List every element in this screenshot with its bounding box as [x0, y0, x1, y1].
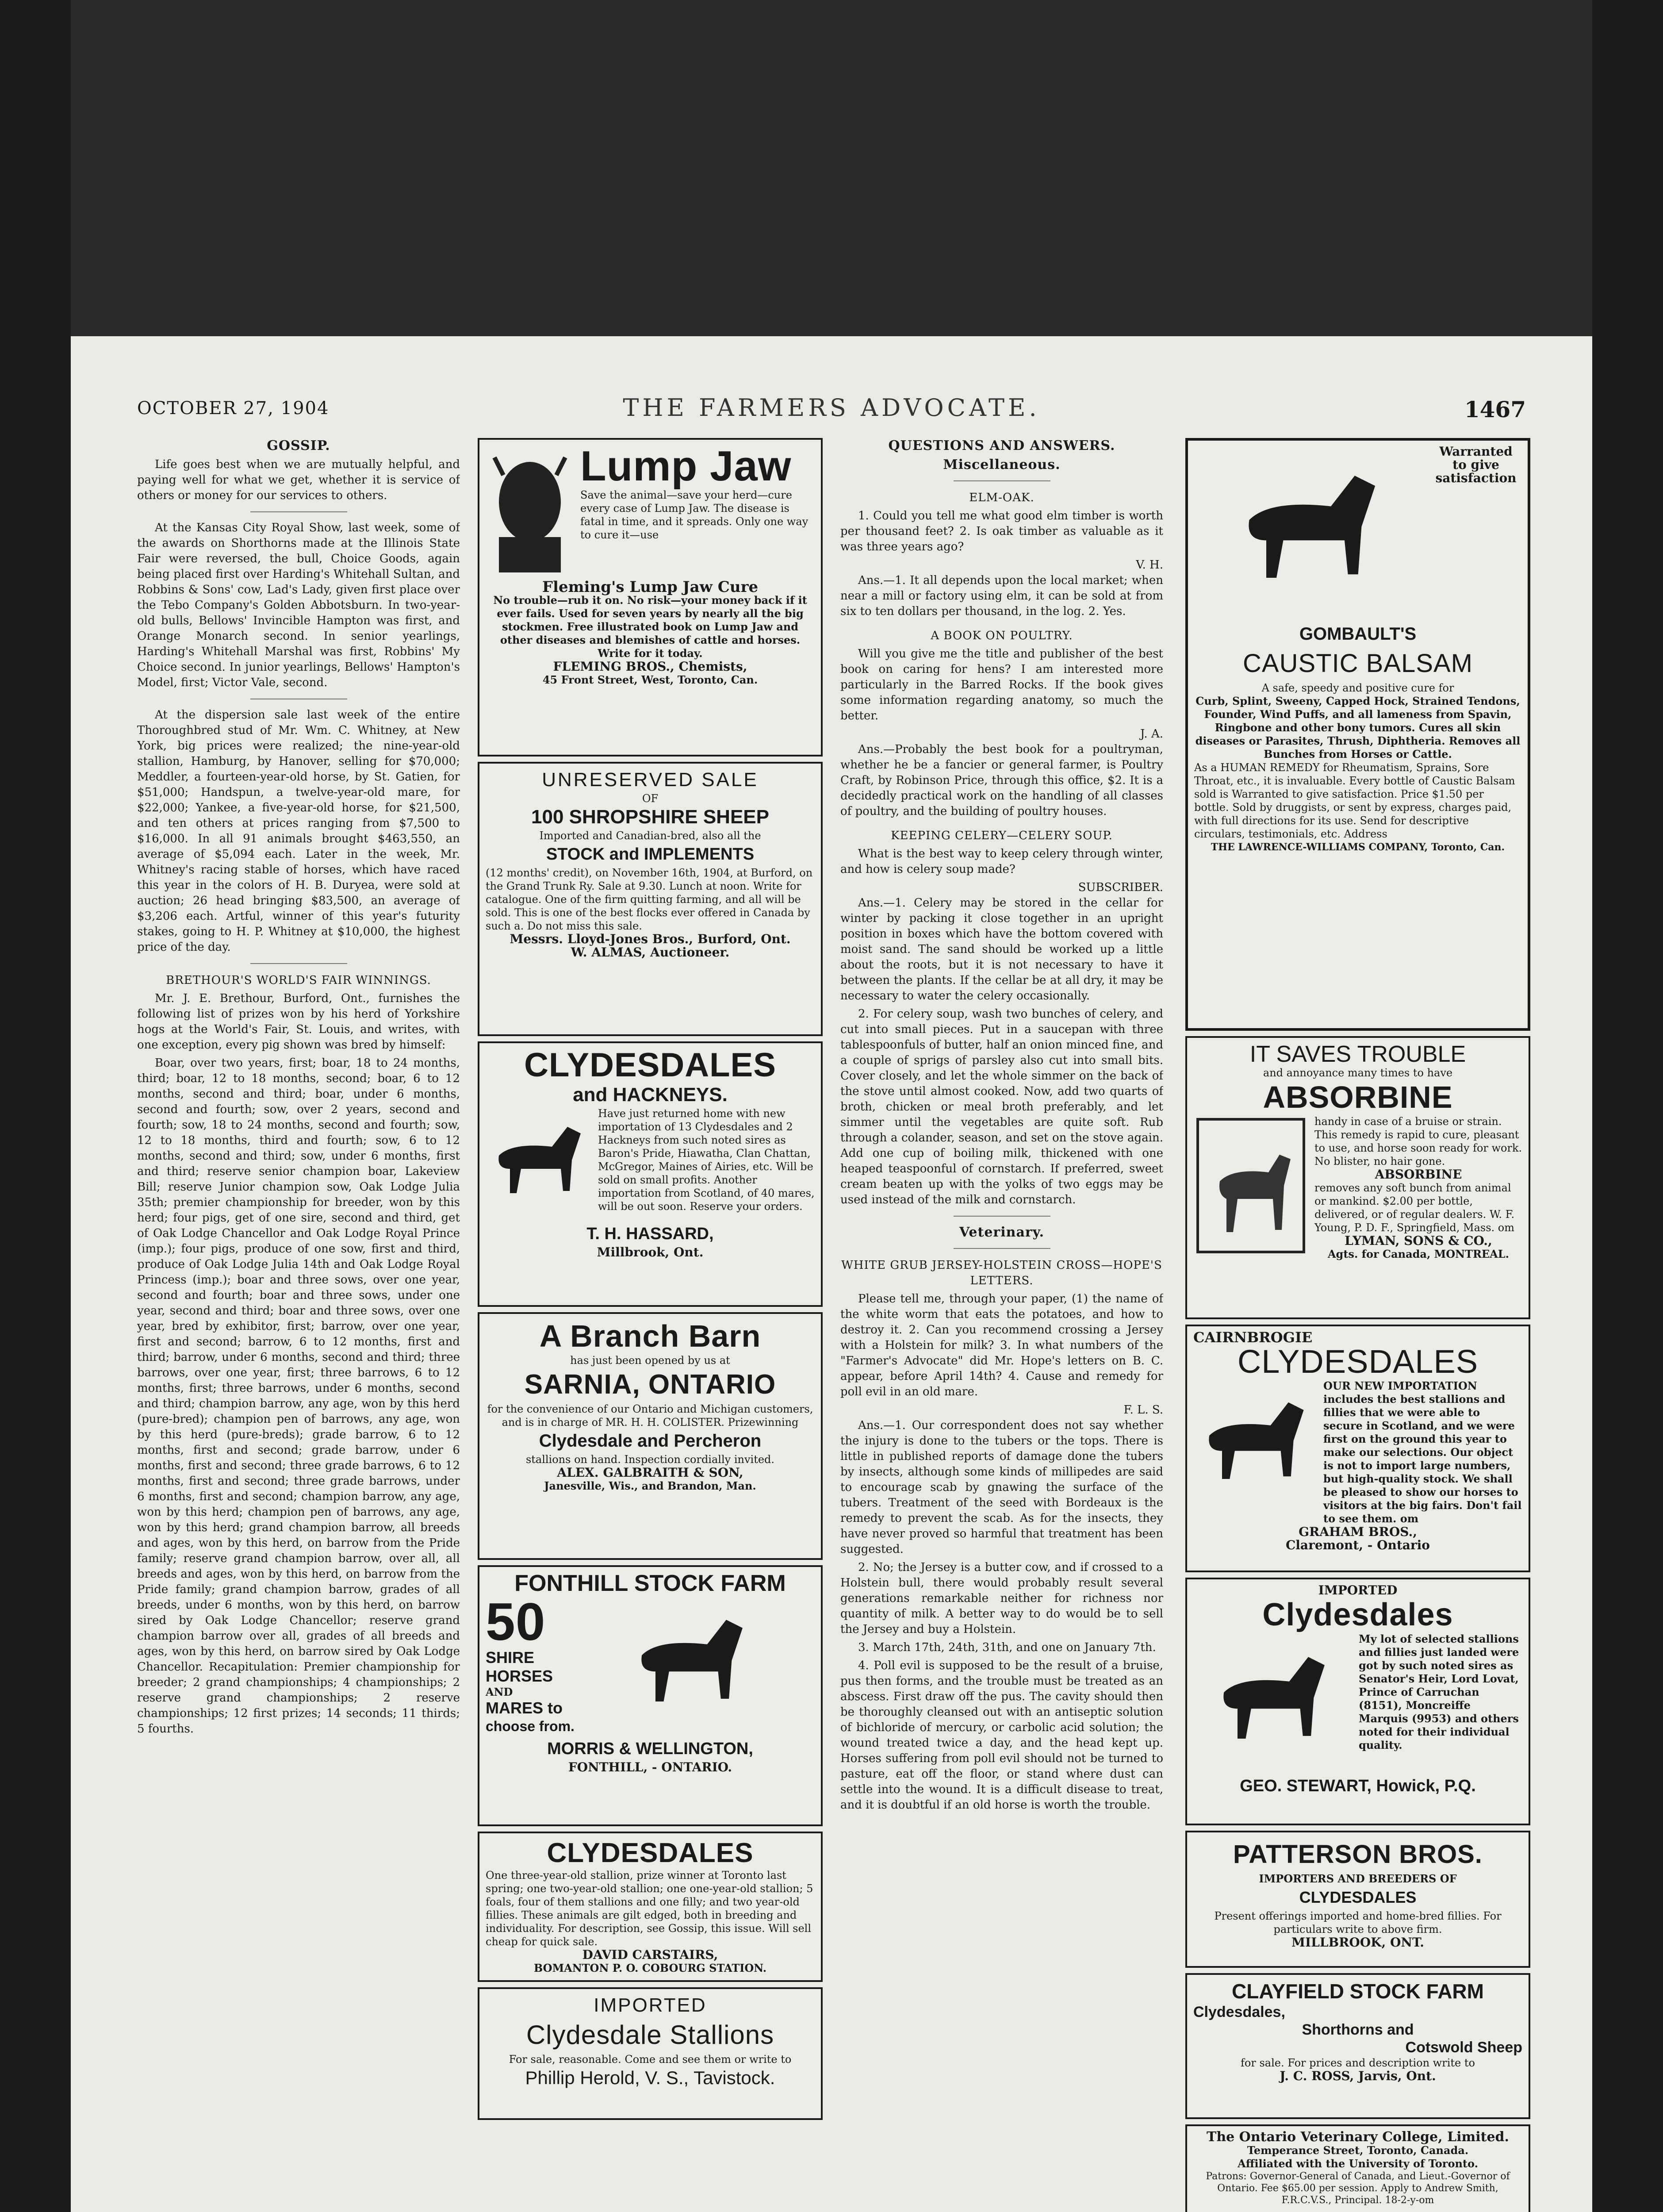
section-subheading: Miscellaneous. — [943, 457, 1061, 472]
ad-title: CLYDESDALES — [524, 1046, 776, 1084]
answer-text: Ans.—1. Our correspondent does not say whether the injury is done to the tubers or the tops. There is little in published reports of damage done the tubers by insects, although some kinds of millipedes are said to encourage scab by gnawing the surface of the tubers. Treatment of the seed with Bordeaux is the remedy to prevent the scab. As for the insects, they have never proved so harmful that treatment has been suggested. — [840, 1419, 1163, 1556]
column-questions — [840, 438, 1163, 2212]
ad-body: stallions on hand. Inspection cordially invited. — [525, 1453, 775, 1466]
ad-firm: THE LAWRENCE-WILLIAMS COMPANY, Toronto, Can. — [1211, 841, 1505, 853]
page-header — [137, 394, 1526, 425]
ad-title: Lump Jaw — [580, 442, 792, 490]
ad-firm: T. H. HASSARD, — [586, 1225, 714, 1243]
ad-body: (12 months' credit), on November 16th, 1904, at Burford, on the Grand Trunk Ry. Sale at 9.30. Lunch at noon. Write for catalogue. One of the firm quitting farming, and all will be sold. This is one of the best flocks ever offered in Canada by such a. Do not miss this sale. — [486, 867, 813, 932]
ad-title: CLYDESDALES — [1237, 1343, 1479, 1380]
ad-clydesdales-hackneys — [478, 1041, 823, 1307]
ad-number: 50 — [486, 1592, 546, 1651]
ad-body: for sale. For prices and description write to — [1241, 2057, 1475, 2069]
ad-body: Present offerings imported and home-bred fillies. For particulars write to above firm. — [1214, 1910, 1502, 1936]
page-number: 1467 — [1464, 396, 1526, 422]
ad-text: has just been opened by us at — [570, 1354, 730, 1367]
ad-auctioneer: W. ALMAS, Auctioneer. — [571, 945, 730, 960]
ad-firm: MORRIS & WELLINGTON, — [547, 1740, 753, 1758]
answer-text: Ans.—Probably the best book for a poultryman, whether he be a fancier or general farmer, is Poultry Craft, by Robinson Price, through this office, $2. It is a decidedly practical work on the handling of all classes of poultry, and the building of poultry houses. — [840, 743, 1163, 818]
ad-gombault — [1185, 438, 1530, 1031]
question-signature: J. A. — [1140, 727, 1163, 741]
ad-head: IT SAVES TROUBLE — [1249, 1041, 1466, 1067]
issue-date: OCTOBER 27, 1904 — [137, 398, 330, 419]
section-heading: QUESTIONS AND ANSWERS. — [888, 438, 1115, 453]
answer-text: 3. March 17th, 24th, 31th, and one on January 7th. — [858, 1641, 1156, 1654]
ad-title: The Ontario Veterinary College, Limited. — [1207, 2129, 1509, 2145]
ad-address: BOMANTON P. O. COBOURG STATION. — [533, 1962, 767, 1974]
ad-place: SARNIA, ONTARIO — [524, 1369, 776, 1400]
ad-breed: CLYDESDALES — [1299, 1888, 1417, 1906]
ad-address: Temperance Street, Toronto, Canada. — [1247, 2144, 1469, 2157]
ad-body: For sale, reasonable. Come and see them or write to — [509, 2053, 792, 2066]
ad-line: Shorthorns and — [1302, 2021, 1414, 2038]
horse-icon — [1196, 445, 1425, 622]
question-title: A BOOK ON POULTRY. — [931, 629, 1073, 642]
article-heading: BRETHOUR'S WORLD'S FAIR WINNINGS. — [166, 974, 431, 987]
question-signature: SUBSCRIBER. — [1078, 881, 1163, 894]
ad-head: IMPORTED — [1318, 1583, 1398, 1598]
answer-text: Ans.—1. It all depends upon the local market; when near a mill or factory using elm, it can be sold at from six to ten dollars per thousand, in the log. 2. Yes. — [840, 574, 1163, 618]
bull-icon — [486, 444, 574, 577]
question-text: Please tell me, through your paper, (1) the name of the white worm that eats the potatoes, and how to destroy it. 2. Can you recommend crossing a Jersey with a Holstein for milk? 3. In what numbers of the "Farmer's Advocate" did Mr. Hope's letters on B. C. appear, before April 14th? 4. Cause and remedy for poll evil in an old mare. — [840, 1292, 1163, 1398]
ad-title: Clydesdales — [1262, 1597, 1453, 1632]
article-paragraph: At the dispersion sale last week of the entire Thoroughbred stud of Mr. Wm. C. Whitney, at New York, big prices were realized; the nine-year-old stallion, Hamburg, by Hanover, selling for $70,000; Meddler, a fourteen-year-old horse, by St. Gatien, for $51,000; Handspun, a twelve-year-old mare, for $22,000; Yankee, a five-year-old horse, for $21,500, and ten others at prices ranging from $7,500 to $16,000. In all 91 animals brought $463,550, an average of $5,094 each. Later in the week, Mr. Whitney's racing stable of horses, which have raced this year in the colors of H. B. Duryea, were sold at auction; 26 head bringing $83,500, an average of $3,206 each. Artful, winner of this year's futurity stakes, going to H. P. Whitney at $10,000, the highest price of the day. — [137, 708, 460, 954]
ad-address: Claremont, - Ontario — [1286, 1538, 1430, 1552]
ad-title: UNRESERVED SALE — [542, 769, 759, 791]
ad-title: CLYDESDALES — [547, 1838, 754, 1868]
ad-clydesdales-carstairs — [478, 1832, 823, 1982]
ad-body: No trouble—rub it on. No risk—your money back if it ever fails. Used for seven years by nearly all the big stockmen. Free illustrated book on Lump Jaw and other diseases and blemishes of cattle and horses. Write for it today. — [493, 594, 807, 660]
horse-icon — [1193, 1632, 1353, 1774]
ad-patterson — [1185, 1831, 1530, 1968]
ad-body: removes any soft bunch from animal or mankind. $2.00 per bottle, delivered, or of regular dealers. W. F. Young, P. D. F., Springfield, Mass. om — [1314, 1182, 1515, 1234]
question-title: KEEPING CELERY—CELERY SOUP. — [891, 829, 1113, 842]
ads-column-left — [478, 438, 823, 2120]
ad-body: handy in case of a bruise or strain. This remedy is rapid to cure, pleasant to use, and horse soon ready for work. No blister, no hair gone. — [1314, 1115, 1522, 1167]
question-title: ELM-OAK. — [969, 491, 1035, 504]
ad-lump-jaw — [478, 438, 823, 757]
ad-body: One three-year-old stallion, prize winner at Toronto last spring; one two-year-old stallion; one one-year-old stallion; 5 foals, four of them stallions and one filly; and two year-old fillies. These animals are gilt edged, both in breeding and individuality. For description, see Gossip, this issue. Will sell cheap for quick sale. — [486, 1869, 813, 1948]
ad-name: ABSORBINE — [1375, 1167, 1462, 1182]
ad-body: My lot of selected stallions and fillies just landed were got by such noted sires as Senator's Heir, Lord Lovat, Prince of Carruchan (8151), Moncreiffe Marquis (9953) and others noted for their individual quality. — [1359, 1632, 1519, 1751]
question-signature: F. L. S. — [1123, 1403, 1163, 1417]
ad-firm: DAVID CARSTAIRS, — [582, 1947, 718, 1962]
ad-title: CAUSTIC BALSAM — [1243, 649, 1473, 678]
ad-body: OUR NEW IMPORTATION includes the best stallions and fillies that we were able to secure in Scotland, and we were first on the ground this year to make our selections. Our object is not to import large numbers, but high-quality stock. We shall be pleased to show our horses to visitors at the big fairs. Don't fail to see them. om — [1323, 1379, 1522, 1525]
ad-cairnbrogie — [1185, 1325, 1530, 1572]
ad-line: HORSES — [486, 1667, 553, 1685]
ad-head: CAIRNBROGIE — [1193, 1329, 1313, 1346]
ad-product: Fleming's Lump Jaw Cure — [542, 578, 759, 596]
ad-firm: FLEMING BROS., Chemists, — [553, 659, 747, 674]
ad-body: Save the animal—save your herd—cure every case of Lump Jaw. The disease is fatal in time, and it spreads. Only one way to cure it—use — [580, 489, 809, 541]
newspaper-page — [71, 336, 1592, 2212]
ad-body: Have just returned home with new importation of 13 Clydesdales and 2 Hackneys from such noted sires as Baron's Pride, Hiawatha, Clan Chattan, McGregor, Maines of Airies, etc. Will be sold on small profits. Another importation from Scotland, of 40 mares, will be out soon. Reserve your orders. — [598, 1107, 815, 1213]
scan-right-edge — [1592, 0, 1663, 2212]
ad-firm: Messrs. Lloyd-Jones Bros., Burford, Ont. — [510, 932, 791, 946]
question-signature: V. H. — [1136, 558, 1163, 572]
ad-subtitle: STOCK and IMPLEMENTS — [546, 845, 755, 864]
article-paragraph: Life goes best when we are mutually helpful, and paying well for what we get, whether it is service of others or money for our services to others. — [137, 458, 460, 502]
divider — [954, 1216, 1050, 1217]
answer-text: 2. No; the Jersey is a butter cow, and if crossed to a Holstein bull, there would probably result several generations remarkable neither for richness nor quantity of milk. A better way to do would be to sell the Jersey and buy a Holstein. — [840, 1561, 1163, 1636]
scan-left-edge — [0, 0, 71, 2212]
ad-body: Patrons: Governor-General of Canada, and Lieut.-Governor of Ontario. Fee $65.00 per session. Apply to Andrew Smith, F.R.C.V.S., Principal. 18-2-y-om — [1206, 2171, 1510, 2206]
ad-title: Clydesdale Stallions — [526, 2020, 774, 2050]
divider — [954, 1248, 1050, 1249]
ad-clayfield — [1185, 1973, 1530, 2119]
ad-fonthill — [478, 1565, 823, 1826]
ad-sub: IMPORTERS AND BREEDERS OF — [1259, 1872, 1457, 1885]
ad-name: GOMBAULT'S — [1299, 624, 1417, 644]
divider — [250, 511, 347, 512]
ad-subtitle: and HACKNEYS. — [573, 1084, 728, 1106]
ad-list: Curb, Splint, Sweeny, Capped Hock, Strained Tendons, Founder, Wind Puffs, and all lameness from Spavin, Ringbone and other bony tumors. Cures all skin diseases or Parasites, Thrush, Diphtheria. Removes all Bunches from Horses or Cattle. — [1195, 695, 1521, 760]
ad-body: As a HUMAN REMEDY for Rheumatism, Sprains, Sore Throat, etc., it is invaluable. Every bottle of Caustic Balsam sold is Warranted to give satisfaction. Price $1.50 per bottle. Sold by druggists, or sent by express, charges paid, with full directions for its use. Send for descriptive circulars, testimonials, etc. Address — [1194, 761, 1515, 840]
question-title: WHITE GRUB JERSEY-HOLSTEIN CROSS—HOPE'S LETTERS. — [841, 1259, 1162, 1287]
ad-imported: IMPORTED — [594, 1994, 707, 2016]
horse-icon — [594, 1595, 788, 1737]
section-heading: Veterinary. — [959, 1225, 1045, 1240]
divider — [250, 963, 347, 964]
masthead: THE FARMERS ADVOCATE. — [623, 394, 1040, 422]
ad-clydesdale-stallions — [478, 1987, 823, 2120]
ad-title: ABSORBINE — [1263, 1080, 1453, 1114]
article-paragraph: Boar, over two years, first; boar, 18 to 24 months, third; boar, 12 to 18 months, second; boar, 6 to 12 months, second and third; boar, under 6 months, second and fourth; sow, over 2 years, second and fourth; sow, 18 to 24 months, second and fourth; sow, 12 to 18 months, third and fourth; sow, 6 to 12 months, second and third; sow, under 6 months, first and third; reserve senior champion boar, Lakeview Bill; reserve Junior champion sow, Oak Lodge Julia 35th; premier championship for breeder, won by this herd; four pigs, get of one sire, second and third, get of Oak Lodge Chancellor and Oak Lodge Royal Prince (imp.); four pigs, produce of one sow, first and third, produce of Oak Lodge Julia 14th and Oak Lodge Royal Princess (imp.); boar and three sows, over one year, second and fourth; boar and three sows, under one year, second and third; boar and three sows, over one year, bred by exhibitor, first; barrow, over one year, first and second; barrow, 6 to 12 months, first and third; barrow, under 6 months, second and third; three barrows, over one year, first; three barrows, 6 to 12 months, first; three barrows, under 6 months, second and third; champion barrow, any age, won by this herd (pure-bred); champion pen of barrows, any age, won by this herd (pure-breds); grade barrow, 6 to 12 months, first and second; grade barrow, under 6 months, first and second; three grade barrows, 6 to 12 months, first and second; three grade barrows, under 6 months, first and second; champion barrow, any age, won by this herd; champion pen of barrows, any age, won by this herd; grand champion barrow, all breeds and ages, won by this herd, on barrow from the Pride family; reserve grand champion barrow, over all, all breeds and ages, won by this herd, on barrow from the Pride family; grand champion barrow, grades of all breeds, under 6 months, won by this herd, on barrow sired by Oak Lodge Chancellor; reserve grand champion barrow over all, grades of all breeds and ages, won by this herd, on barrow sired by Oak Lodge Chancellor. Recapitulation: Premier championship for breeder; 2 grand championships; 4 championships; 2 reserve grand championships; 2 reserve championships; 12 first prizes; 14 seconds; 11 thirds; 5 fourths. — [137, 1056, 460, 1736]
answer-text: Ans.—1. Celery may be stored in the cellar for winter by packing it close together in an upright position in boxes which have the bottom covered with moist sand. The sand should be worked up a little about the roots, but it is not necessary to have it between the plants. If the cellar be at all dry, it may be necessary to water the celery occasionally. — [840, 896, 1163, 1002]
ad-line: MARES to — [486, 1699, 563, 1717]
ad-text: OF — [642, 792, 659, 805]
ad-line: AND — [486, 1686, 513, 1698]
question-text: 1. Could you tell me what good elm timber is worth per thousand feet? 2. Is oak timber as valuable as it was three years ago? — [840, 509, 1163, 553]
ads-column-right — [1185, 438, 1530, 2212]
ad-line: SHIRE — [486, 1648, 535, 1667]
ad-place: FONTHILL, - ONTARIO. — [568, 1760, 732, 1774]
ad-subtitle: 100 SHROPSHIRE SHEEP — [531, 806, 769, 828]
ad-firm: J. C. ROSS, Jarvis, Ont. — [1280, 2069, 1436, 2083]
ad-firm: Phillip Herold, V. S., Tavistock. — [525, 2067, 775, 2088]
ad-address: 45 Front Street, West, Toronto, Can. — [542, 673, 758, 686]
ad-agents: Agts. for Canada, MONTREAL. — [1327, 1248, 1510, 1260]
ad-title: CLAYFIELD STOCK FARM — [1232, 1980, 1484, 2003]
ad-address: Millbrook, Ont. — [597, 1245, 704, 1260]
article-paragraph: At the Kansas City Royal Show, last week, some of the awards on Shorthorns made at the Illinois State Fair were reversed, the bull, Choice Goods, again being placed first over Harding's Whitehall Sultan, and Robbins & Sons' cow, Lad's Lady, given first place over the Tebo Company's Golden Abbotsburn. In two-year-old bulls, Bellows' Invincible Hampton was first, and Orange Monarch second. In senior yearlings, Harding's Whitehall Marshal was first, Robbins' My Choice second. In junior yearlings, Bellows' Hampton's Model, first; Victor Vale, second. — [137, 521, 460, 689]
article-paragraph: Mr. J. E. Brethour, Burford, Ont., furnishes the following list of prizes won by his herd of Yorkshire hogs at the World's Fair, St. Louis, and writes, with one exception, every pig shown was bred by himself: — [137, 992, 460, 1052]
divider — [954, 480, 1050, 481]
ad-line: Clydesdales, — [1193, 2004, 1285, 2020]
gossip-heading: GOSSIP. — [267, 438, 330, 453]
answer-text: 2. For celery soup, wash two bunches of celery, and cut into small pieces. Put in a saucepan with three tablespoonfuls of butter, half an onion minced fine, and a couple of sprigs of parsley also cut into small bits. Cover closely, and let the whole simmer on the back of the stove until almost cooked. Now, add two quarts of broth, chicken or meal broth preferably, and let simmer until the vegetables are quite soft. Rub through a colander, season, and set on the stove again. Add one cup of boiling milk, thickened with one heaped teaspoonful of cornstarch. If preferred, sweet cream beaten up with the yolks of two eggs may be used instead of the milk and cornstarch. — [840, 1007, 1163, 1206]
ad-firm: GEO. STEWART, Howick, P.Q. — [1240, 1777, 1476, 1795]
column-gossip — [137, 438, 460, 2212]
ad-line: Cotswold Sheep — [1405, 2039, 1522, 2056]
ad-firm: GRAHAM BROS., — [1299, 1525, 1417, 1539]
ad-address: Janesville, Wis., and Brandon, Man. — [544, 1479, 756, 1492]
ad-absorbine — [1185, 1036, 1530, 1319]
ad-firm: ALEX. GALBRAITH & SON, — [557, 1465, 743, 1480]
ad-body: for the convenience of our Ontario and Michigan customers, and is in charge of MR. H. H. COLISTER. Prizewinning — [487, 1403, 813, 1429]
ad-veterinary-college — [1185, 2124, 1530, 2212]
ad-warranted: Warranted to give satisfaction — [1435, 444, 1517, 485]
ad-breeds: Clydesdale and Percheron — [539, 1431, 762, 1451]
ad-sub: and annoyance many times to have — [1263, 1067, 1453, 1079]
question-text: What is the best way to keep celery through winter, and how is celery soup made? — [840, 847, 1163, 876]
ad-firm: LYMAN, SONS & CO., — [1345, 1233, 1492, 1248]
ad-address: MILLBROOK, ONT. — [1291, 1935, 1424, 1950]
question-text: Will you give me the title and publisher of the best book on caring for hens? I am interested more particularly in the Barred Rocks. If the book gives some information regarding anatomy, so much the better. — [840, 647, 1163, 722]
ad-line: choose from. — [486, 1718, 575, 1734]
ad-title: PATTERSON BROS. — [1233, 1840, 1483, 1869]
ad-affiliation: Affiliated with the University of Toronto. — [1238, 2157, 1478, 2170]
ad-branch-barn — [478, 1312, 823, 1560]
stable-horse-icon — [1193, 1115, 1308, 1256]
ad-title: FONTHILL STOCK FARM — [514, 1571, 786, 1596]
ad-text: Imported and Canadian-bred, also all the — [539, 830, 761, 842]
ad-imported-clydesdales — [1185, 1578, 1530, 1825]
horse-icon — [486, 1107, 592, 1222]
ad-tagline: A safe, speedy and positive cure for — [1261, 682, 1454, 694]
horse-icon — [1193, 1379, 1317, 1512]
ad-title: A Branch Barn — [539, 1319, 761, 1353]
answer-text: 4. Poll evil is supposed to be the result of a bruise, pus then forms, and the trouble must be treated as an abscess. First draw off the pus. The cavity should then be thoroughly cleansed out with an antiseptic solution of bichloride of mercury, or carbolic acid solution; the wound treated twice a day, and the head kept up. Horses suffering from poll evil should not be turned to pasture, eat off the floor, or stand where dust can settle into the wound. It is a difficult disease to treat, and it is doubtful if an old horse is worth the trouble. — [840, 1659, 1163, 1812]
ad-unreserved-sale — [478, 762, 823, 1036]
